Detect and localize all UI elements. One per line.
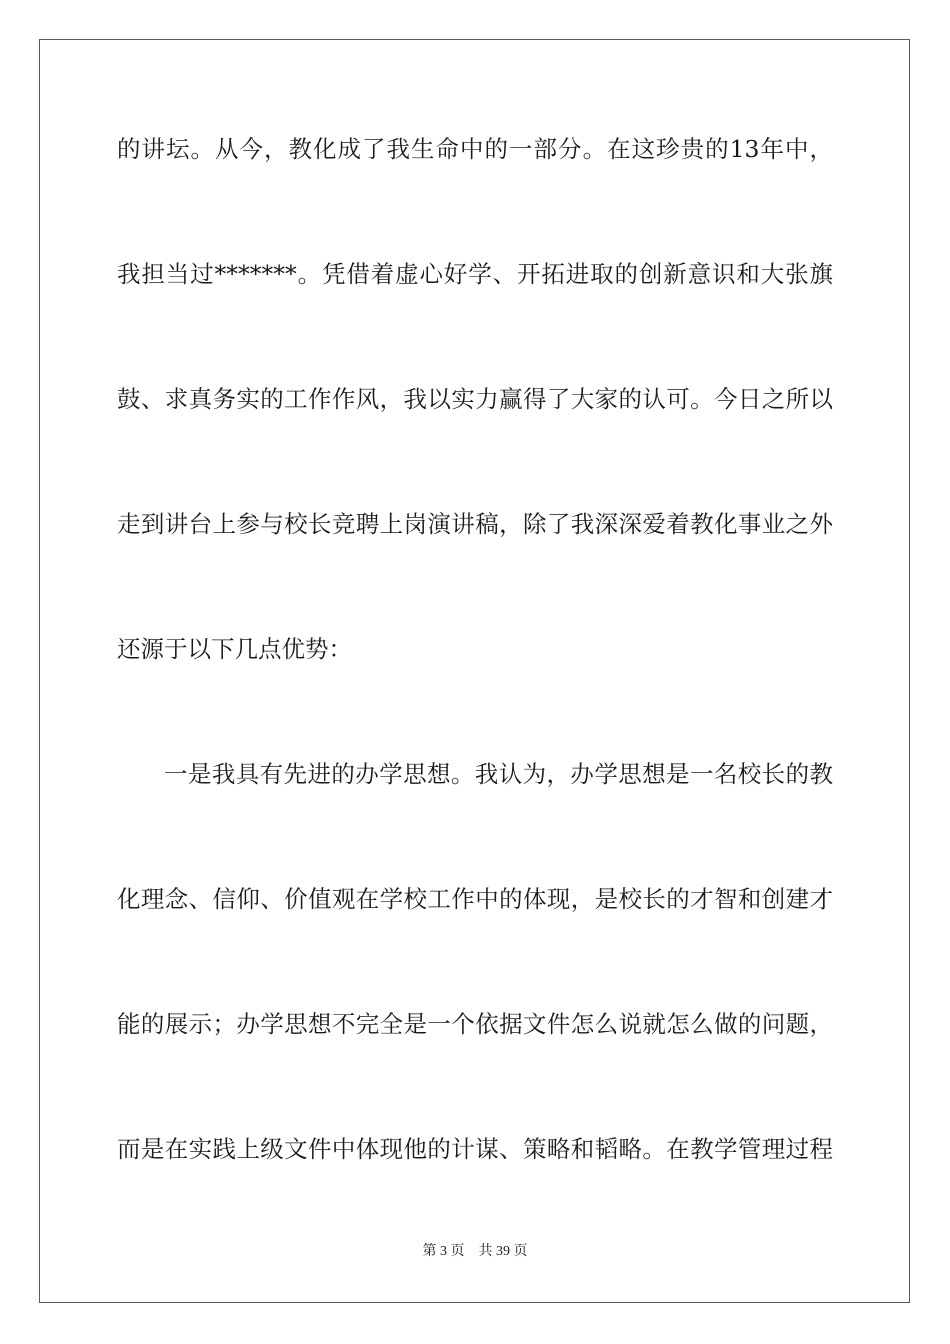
body-text-line: 的讲坛。从今，教化成了我生命中的一部分。在这珍贵的13年中， — [117, 135, 833, 163]
page-footer — [0, 1243, 950, 1261]
body-text-line: 我担当过*******。凭借着虚心好学、开拓进取的创新意识和大张旗 — [117, 260, 833, 288]
body-text-line: 鼓、求真务实的工作作风，我以实力赢得了大家的认可。今日之所以 — [117, 385, 833, 413]
body-text-line: 而是在实践上级文件中体现他的计谋、策略和韬略。在教学管理过程 — [117, 1135, 833, 1163]
page-number: 第 3 页 — [422, 1244, 465, 1259]
body-text-line: 走到讲台上参与校长竞聘上岗演讲稿，除了我深深爱着教化事业之外 — [117, 510, 833, 538]
body-text-line: 还源于以下几点优势： — [117, 635, 352, 663]
body-text-line: 一是我具有先进的办学思想。我认为，办学思想是一名校长的教 — [164, 760, 833, 788]
page-total: 共 39 页 — [478, 1244, 528, 1259]
body-text-line: 化理念、信仰、价值观在学校工作中的体现，是校长的才智和创建才 — [117, 885, 833, 913]
body-text-line: 能的展示；办学思想不完全是一个依据文件怎么说就怎么做的问题， — [117, 1010, 833, 1038]
page-frame — [39, 39, 910, 1303]
